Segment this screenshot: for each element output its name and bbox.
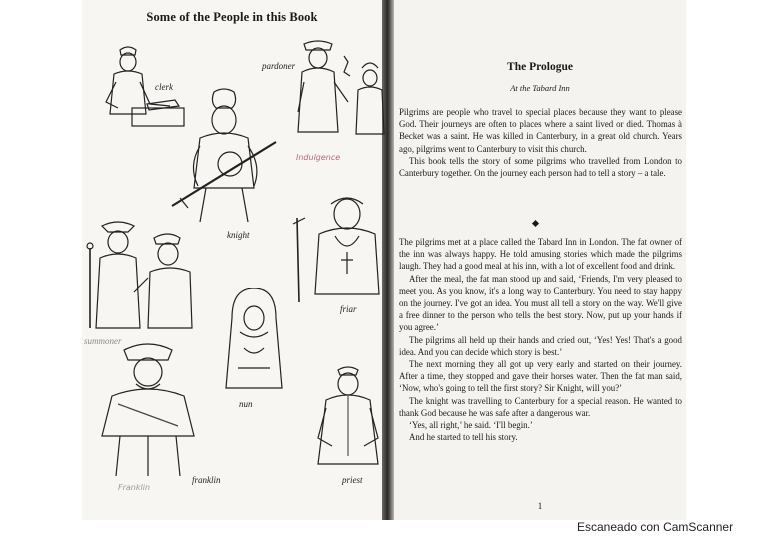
franklin-label: franklin: [192, 475, 221, 485]
scanner-watermark: Escaneado con CamScanner: [577, 520, 734, 534]
priest-illustration: [310, 364, 388, 470]
chapter-subtitle: At the Tabard Inn: [510, 83, 570, 93]
paragraph: The pilgrims all held up their hands and cried out, ‘Yes! Yes! That's a good idea. And you can decide which story is best.’: [399, 334, 682, 357]
handwritten-note-franklin: Franklin: [118, 483, 151, 492]
intro-text: [399, 106, 682, 179]
franklin-illustration: [98, 342, 198, 480]
friar-label: friar: [340, 304, 357, 314]
knight-illustration: [170, 86, 285, 226]
clerk-label: clerk: [155, 82, 173, 92]
nun-illustration: [218, 288, 290, 396]
paragraph: This book tells the story of some pilgrims who travelled from London to Canterbury together. On the journey each person had to tell a story – a tale.: [399, 155, 682, 179]
priest-label: priest: [342, 475, 363, 485]
handwritten-note-indulgence: Indulgence: [296, 153, 341, 162]
paragraph: ‘Yes, all right,’ he said. ‘I'll begin.’: [409, 420, 533, 431]
story-text: [399, 236, 682, 443]
page-number: 1: [537, 501, 543, 511]
paragraph: Pilgrims are people who travel to special places because they want to please God. Their journeys are often to places where a saint lived or died. Thomas à Becket was a saint. He was killed in Canterbury, in a great old church. Years ago, pilgrims went to Canterbury to visit this church.: [399, 107, 682, 154]
people-page-title: Some of the People in this Book: [146, 10, 318, 24]
pardoner-label: pardoner: [262, 61, 296, 71]
paragraph: The knight was travelling to Canterbury for a special reason. He wanted to thank God because he was safe after a dangerous war.: [399, 395, 682, 418]
pardoner-illustration: [292, 38, 387, 140]
summoner-label: summoner: [84, 336, 122, 346]
paragraph: The next morning they all got up very early and started on their journey. After a time, they stopped and gave their horses water. Then the fat man said, ‘Now, who's going to tell the first story? Sir Knight, will you?’: [399, 359, 682, 394]
paragraph: And he started to tell his story.: [409, 432, 518, 443]
friar-illustration: [291, 190, 383, 302]
paragraph: After the meal, the fat man stood up and said, ‘Friends, I'm very pleased to meet you. As you know, it's a long way to Canterbury. You need to stay happy on the journey. I've got an idea. You must all tell a story on the way. We'll give a free dinner to the person who tells the best story. Now, put up your hands if you agree.’: [399, 273, 682, 333]
paragraph: The pilgrims met at a place called the Tabard Inn in London. The fat owner of the inn was always happy. He told amusing stories which made the pilgrims laugh. They had a good meal at his inn, with a lot of excellent food and drink.: [399, 237, 682, 272]
summoner-illustration: [84, 216, 204, 338]
chapter-title: The Prologue: [507, 61, 573, 73]
knight-label: knight: [227, 230, 250, 240]
nun-label: nun: [239, 399, 253, 409]
